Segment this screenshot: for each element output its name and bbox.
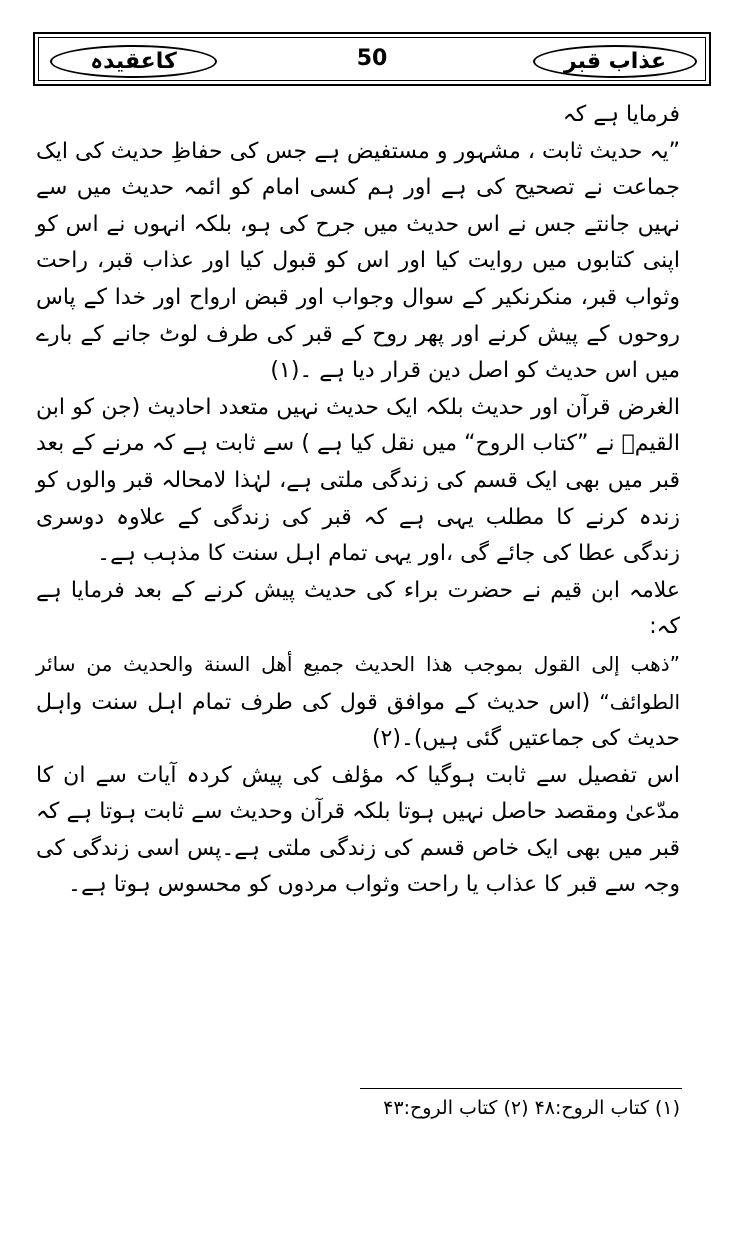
quote-translation: (اس حدیث کے موافق قول کی طرف تمام اہل سنت واہل حدیث کی جماعتیں گئی ہیں)۔(۲) (36, 689, 680, 752)
page-header-frame (33, 32, 711, 86)
paragraph-ibn-qayyim: علامہ ابن قیم نے حضرت براء کی حدیث پیش کرنے کے بعد فرمایا ہے کہ: (36, 577, 680, 640)
header-title-left: کاعقیدہ (50, 45, 217, 78)
paragraph-hadith-quote: ”یہ حدیث ثابت ، مشہور و مستفیض ہے جس کی حفاظِ حدیث کی ایک جماعت نے تصحیح کی ہے اور ہم کسی امام کو ائمہ حدیث میں سے نہیں جانتے جس نے اس حدیث میں جرح کی ہو، بلکہ انہوں نے اس کو اپنی کتابوں میں روایت کیا اور اس کو قبول کیا اور عذاب قبر، راحت وثواب قبر، منکرنکیر کے سوال وجواب اور قبض ارواح اور خدا کے پاس روحوں کے پیش کرنے اور پھر روح کے قبر کی طرف لوٹ جانے کے بارے میں اس حدیث کو اصل دین قرار دیا ہے ۔(۱) (36, 138, 680, 384)
page-body (36, 97, 680, 904)
paragraph-final-conclusion: اس تفصیل سے ثابت ہوگیا کہ مؤلف کی پیش کردہ آیات سے ان کا مدّعیٰ ومقصد حاصل نہیں ہوتا بلکہ قرآن وحدیث سے ثابت ہوتا ہے کہ قبر میں بھی ایک خاص قسم کی زندگی ملتی ہے۔پس اسی زندگی کی وجہ سے قبر کا عذاب یا راحت وثواب مردوں کو محسوس ہوتا ہے۔ (36, 762, 680, 898)
header-title-right: عذاب قبر (533, 45, 697, 78)
footnote-divider (360, 1088, 682, 1089)
arabic-quote: ”ذهب إلى القول بموجب هذا الحديث جميع أهل السنة والحديث من سائر الطوائف“ (36, 651, 680, 714)
page-header-inner-border (38, 37, 706, 81)
paragraph-conclusion-quran-hadith: الغرض قرآن اور حدیث بلکہ ایک حدیث نہیں متعدد احادیث (جن کو ابن القیمؒ نے ”کتاب الروح“ میں نقل کیا ہے ) سے ثابت ہے کہ مرنے کے بعد قبر میں بھی ایک قسم کی زندگی ملتی ہے، لہٰذا لامحالہ قبر والوں کو زندہ کرنے کا مطلب یہی ہے کہ قبر کی زندگی کے علاوہ دوسری زندگی عطا کی جائے گی ،اور یہی تمام اہل سنت کا مذہب ہے۔ (36, 394, 680, 567)
page-number: 50 (356, 46, 388, 71)
footnote: (۱) کتاب الروح:۴۸ (۲) کتاب الروح:۴۳ (383, 1097, 680, 1119)
paragraph-intro: فرمایا ہے کہ (562, 102, 680, 127)
arabic-quote-block (36, 646, 680, 758)
